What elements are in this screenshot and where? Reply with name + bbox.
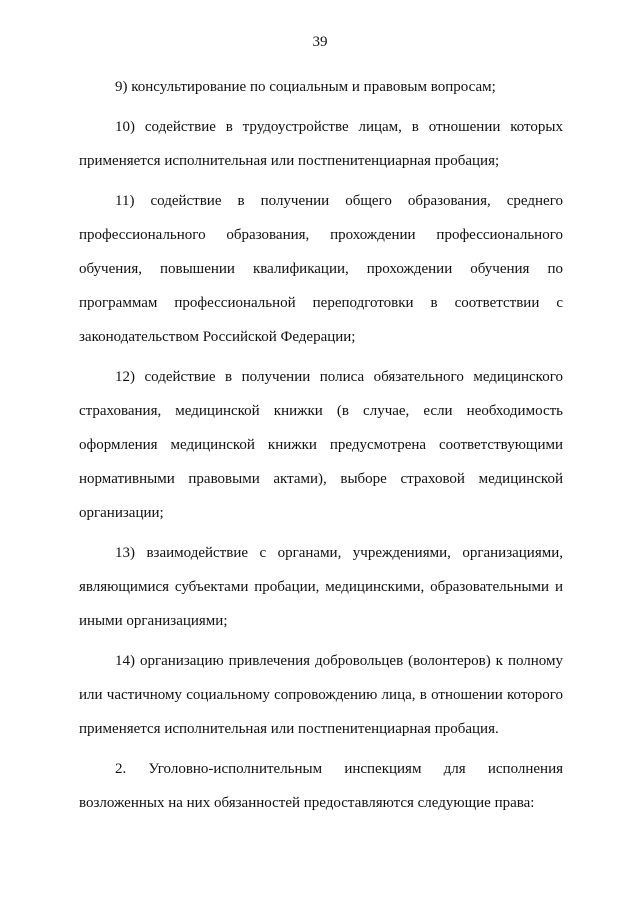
page-number: 39 bbox=[312, 34, 328, 50]
paragraph-item-13: 13) взаимодействие с органами, учреждениями, организациями, являющимися субъектами пробации, медицинскими, образовательными и иными организациями; bbox=[79, 545, 563, 629]
paragraph-item-11: 11) содействие в получении общего образования, среднего профессионального образования, прохождении профессионального обучения, повышении квалификации, прохождении обучения по программам профессиональной переподготовки в соответствии с законодательством Российской Федерации; bbox=[79, 193, 563, 345]
paragraph-section-2: 2. Уголовно-исполнительным инспекциям для исполнения возложенных на них обязанностей предоставляются следующие права: bbox=[79, 761, 563, 811]
paragraph-item-9: 9) консультирование по социальным и правовым вопросам; bbox=[115, 79, 496, 95]
paragraph-item-10: 10) содействие в трудоустройстве лицам, в отношении которых применяется исполнительная или постпенитенциарная пробация; bbox=[79, 119, 563, 169]
paragraph-item-14: 14) организацию привлечения добровольцев (волонтеров) к полному или частичному социальному сопровождению лица, в отношении которого применяется исполнительная или постпенитенциарная пробация. bbox=[79, 653, 563, 737]
document-body bbox=[79, 70, 563, 826]
paragraph-item-12: 12) содействие в получении полиса обязательного медицинского страхования, медицинской книжки (в случае, если необходимость оформления медицинской книжки предусмотрена соответствующими нормативными правовыми актами), выборе страховой медицинской организации; bbox=[79, 369, 563, 521]
